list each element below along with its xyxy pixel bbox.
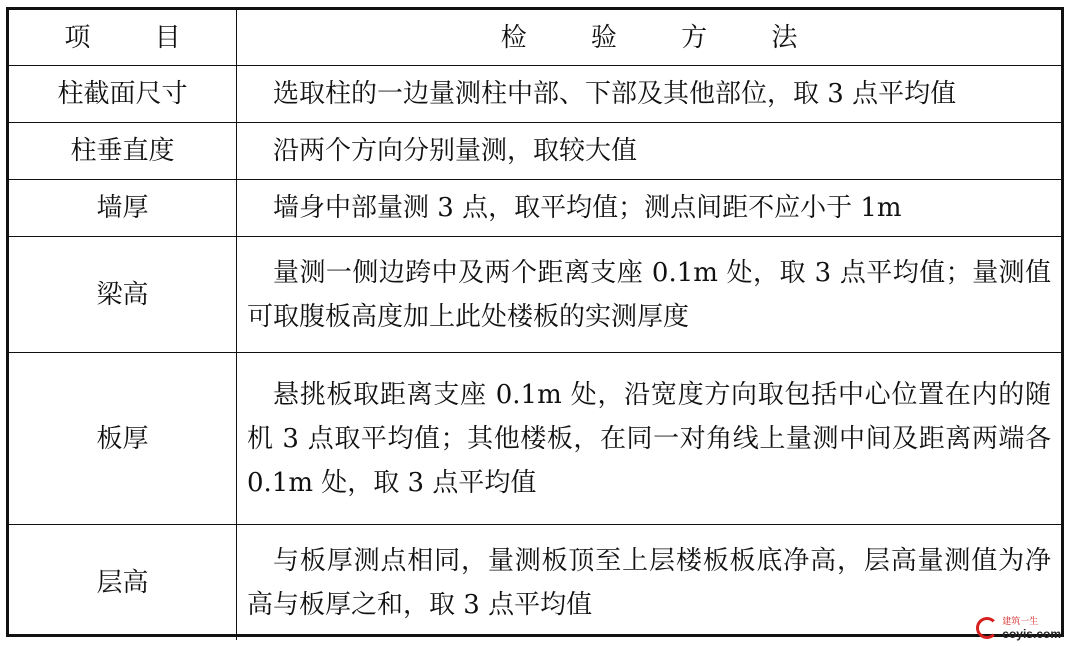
- watermark-logo-icon: [976, 617, 998, 639]
- header-item: 项 目: [9, 10, 237, 66]
- row-method-text: 沿两个方向分别量测，取较大值: [237, 123, 1061, 180]
- row-method-text: 悬挑板取距离支座 0.1m 处，沿宽度方向取包括中心位置在内的随机 3 点取平均值；其他楼板，在同一对角线上量测中间及距离两端各 0.1m 处，取 3 点平均值: [237, 353, 1061, 525]
- row-method-text: 与板厚测点相同，量测板顶至上层楼板板底净高，层高量测值为净高与板厚之和，取 3 点平均值: [247, 545, 1051, 620]
- row-item-name: 墙厚: [9, 180, 237, 237]
- row-method-text: 选取柱的一边量测柱中部、下部及其他部位，取 3 点平均值: [237, 66, 1061, 123]
- watermark-domain-text: coyis.com: [1002, 627, 1061, 641]
- row-item-name: 层高: [9, 525, 237, 640]
- row-item-name: 柱垂直度: [9, 123, 237, 180]
- header-method: 检 验 方 法: [237, 10, 1061, 66]
- watermark-cn-text: 建筑一生: [1002, 617, 1039, 627]
- inspection-method-table: [6, 7, 1064, 637]
- row-item-name: 板厚: [9, 353, 237, 525]
- row-item-name: 柱截面尺寸: [9, 66, 237, 123]
- row-item-name: 梁高: [9, 237, 237, 353]
- row-method-text: 量测一侧边跨中及两个距离支座 0.1m 处，取 3 点平均值；量测值可取腹板高度加上此处楼板的实测厚度: [237, 237, 1061, 353]
- watermark: [976, 616, 1061, 640]
- row-method-text: 墙身中部量测 3 点，取平均值；测点间距不应小于 1m: [237, 180, 1061, 237]
